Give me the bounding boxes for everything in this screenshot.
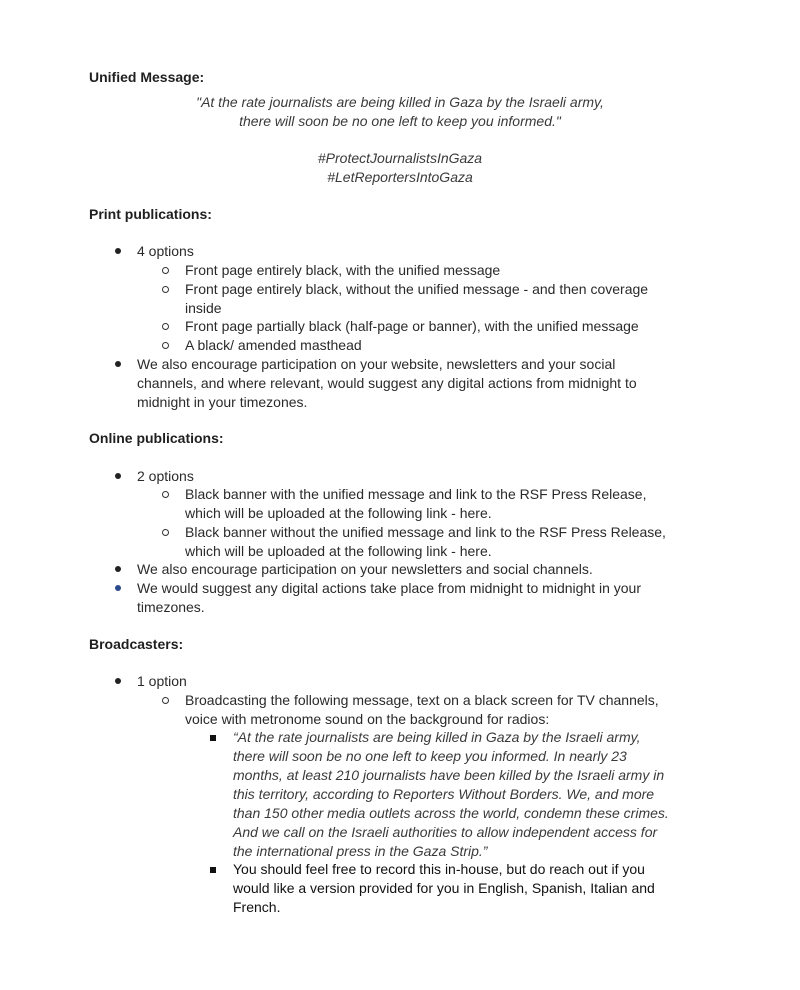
online-suggest-line-1: We would suggest any digital actions take place from midnight to midnight in your	[137, 580, 642, 596]
broadcast-message-line-6: And we call on the Israeli authorities to allow independent access for	[233, 824, 658, 840]
broadcasters-heading: Broadcasters:	[89, 636, 184, 652]
unified-message-heading: Unified Message:	[89, 69, 205, 85]
print-publications-heading: Print publications:	[89, 206, 212, 222]
online-encourage: We also encourage participation on your newsletters and social channels.	[137, 561, 593, 577]
circle-bullet-icon	[162, 323, 169, 330]
bullet-icon	[115, 585, 121, 591]
unified-quote-line-1: "At the rate journalists are being killed in Gaza by the Israeli army,	[196, 94, 604, 110]
hashtag-protect-journalists: #ProtectJournalistsInGaza	[317, 150, 483, 166]
print-option-4: A black/ amended masthead	[185, 337, 362, 353]
circle-bullet-icon	[162, 491, 169, 498]
print-option-2-line-2: inside	[185, 300, 222, 316]
bullet-icon	[115, 248, 121, 254]
broadcast-record-line-2: would like a version provided for you in English, Spanish, Italian and	[233, 880, 655, 896]
hashtag-let-reporters: #LetReportersIntoGaza	[327, 169, 473, 185]
online-suggest-line-2: timezones.	[137, 599, 205, 615]
broadcast-message-line-3: months, at least 210 journalists have been killed by the Israeli army in	[233, 767, 665, 783]
circle-bullet-icon	[162, 529, 169, 536]
print-encourage-line-3: midnight in your timezones.	[137, 394, 308, 410]
broadcast-message-line-2: there will soon be no one left to keep you informed. In nearly 23	[233, 748, 627, 764]
broadcast-record-line-3: French.	[233, 899, 281, 915]
broadcast-message-line-4: this territory, according to Reporters Without Borders. We, and more	[233, 786, 655, 802]
bullet-icon	[115, 473, 121, 479]
print-option-2-line-1: Front page entirely black, without the unified message - and then coverage	[185, 281, 649, 297]
print-options-label: 4 options	[137, 243, 194, 259]
bullet-icon	[115, 566, 121, 572]
print-option-1: Front page entirely black, with the unified message	[185, 262, 501, 278]
unified-quote-line-2: there will soon be no one left to keep you informed."	[239, 113, 561, 129]
bullet-icon	[115, 361, 121, 367]
print-option-3: Front page partially black (half-page or banner), with the unified message	[185, 318, 639, 334]
bullet-icon	[115, 678, 121, 684]
print-encourage-line-2: channels, and where relevant, would suggest any digital actions from midnight to	[137, 375, 637, 391]
online-option-2-line-1: Black banner without the unified message and link to the RSF Press Release,	[185, 524, 666, 540]
broadcast-message-line-1: “At the rate journalists are being killed in Gaza by the Israeli army,	[233, 729, 641, 745]
print-encourage-line-1: We also encourage participation on your website, newsletters and your social	[137, 356, 616, 372]
online-option-1-line-2: which will be uploaded at the following link - here.	[185, 505, 492, 521]
circle-bullet-icon	[162, 267, 169, 274]
broadcast-message-line-7: the international press in the Gaza Strip.”	[233, 843, 488, 859]
circle-bullet-icon	[162, 697, 169, 704]
square-bullet-icon	[210, 867, 216, 873]
broadcast-record-line-1: You should feel free to record this in-house, but do reach out if you	[233, 861, 645, 877]
broadcast-options-label: 1 option	[137, 673, 187, 689]
online-option-1-line-1: Black banner with the unified message and link to the RSF Press Release,	[185, 486, 647, 502]
online-options-label: 2 options	[137, 468, 194, 484]
broadcast-message-line-5: than 150 other media outlets across the world, condemn these crimes.	[233, 805, 669, 821]
broadcast-option-line-1: Broadcasting the following message, text on a black screen for TV channels,	[185, 692, 659, 708]
online-option-2-line-2: which will be uploaded at the following link - here.	[185, 543, 492, 559]
square-bullet-icon	[210, 735, 216, 741]
broadcast-option-line-2: voice with metronome sound on the background for radios:	[185, 711, 550, 727]
circle-bullet-icon	[162, 286, 169, 293]
online-publications-heading: Online publications:	[89, 430, 224, 446]
circle-bullet-icon	[162, 342, 169, 349]
